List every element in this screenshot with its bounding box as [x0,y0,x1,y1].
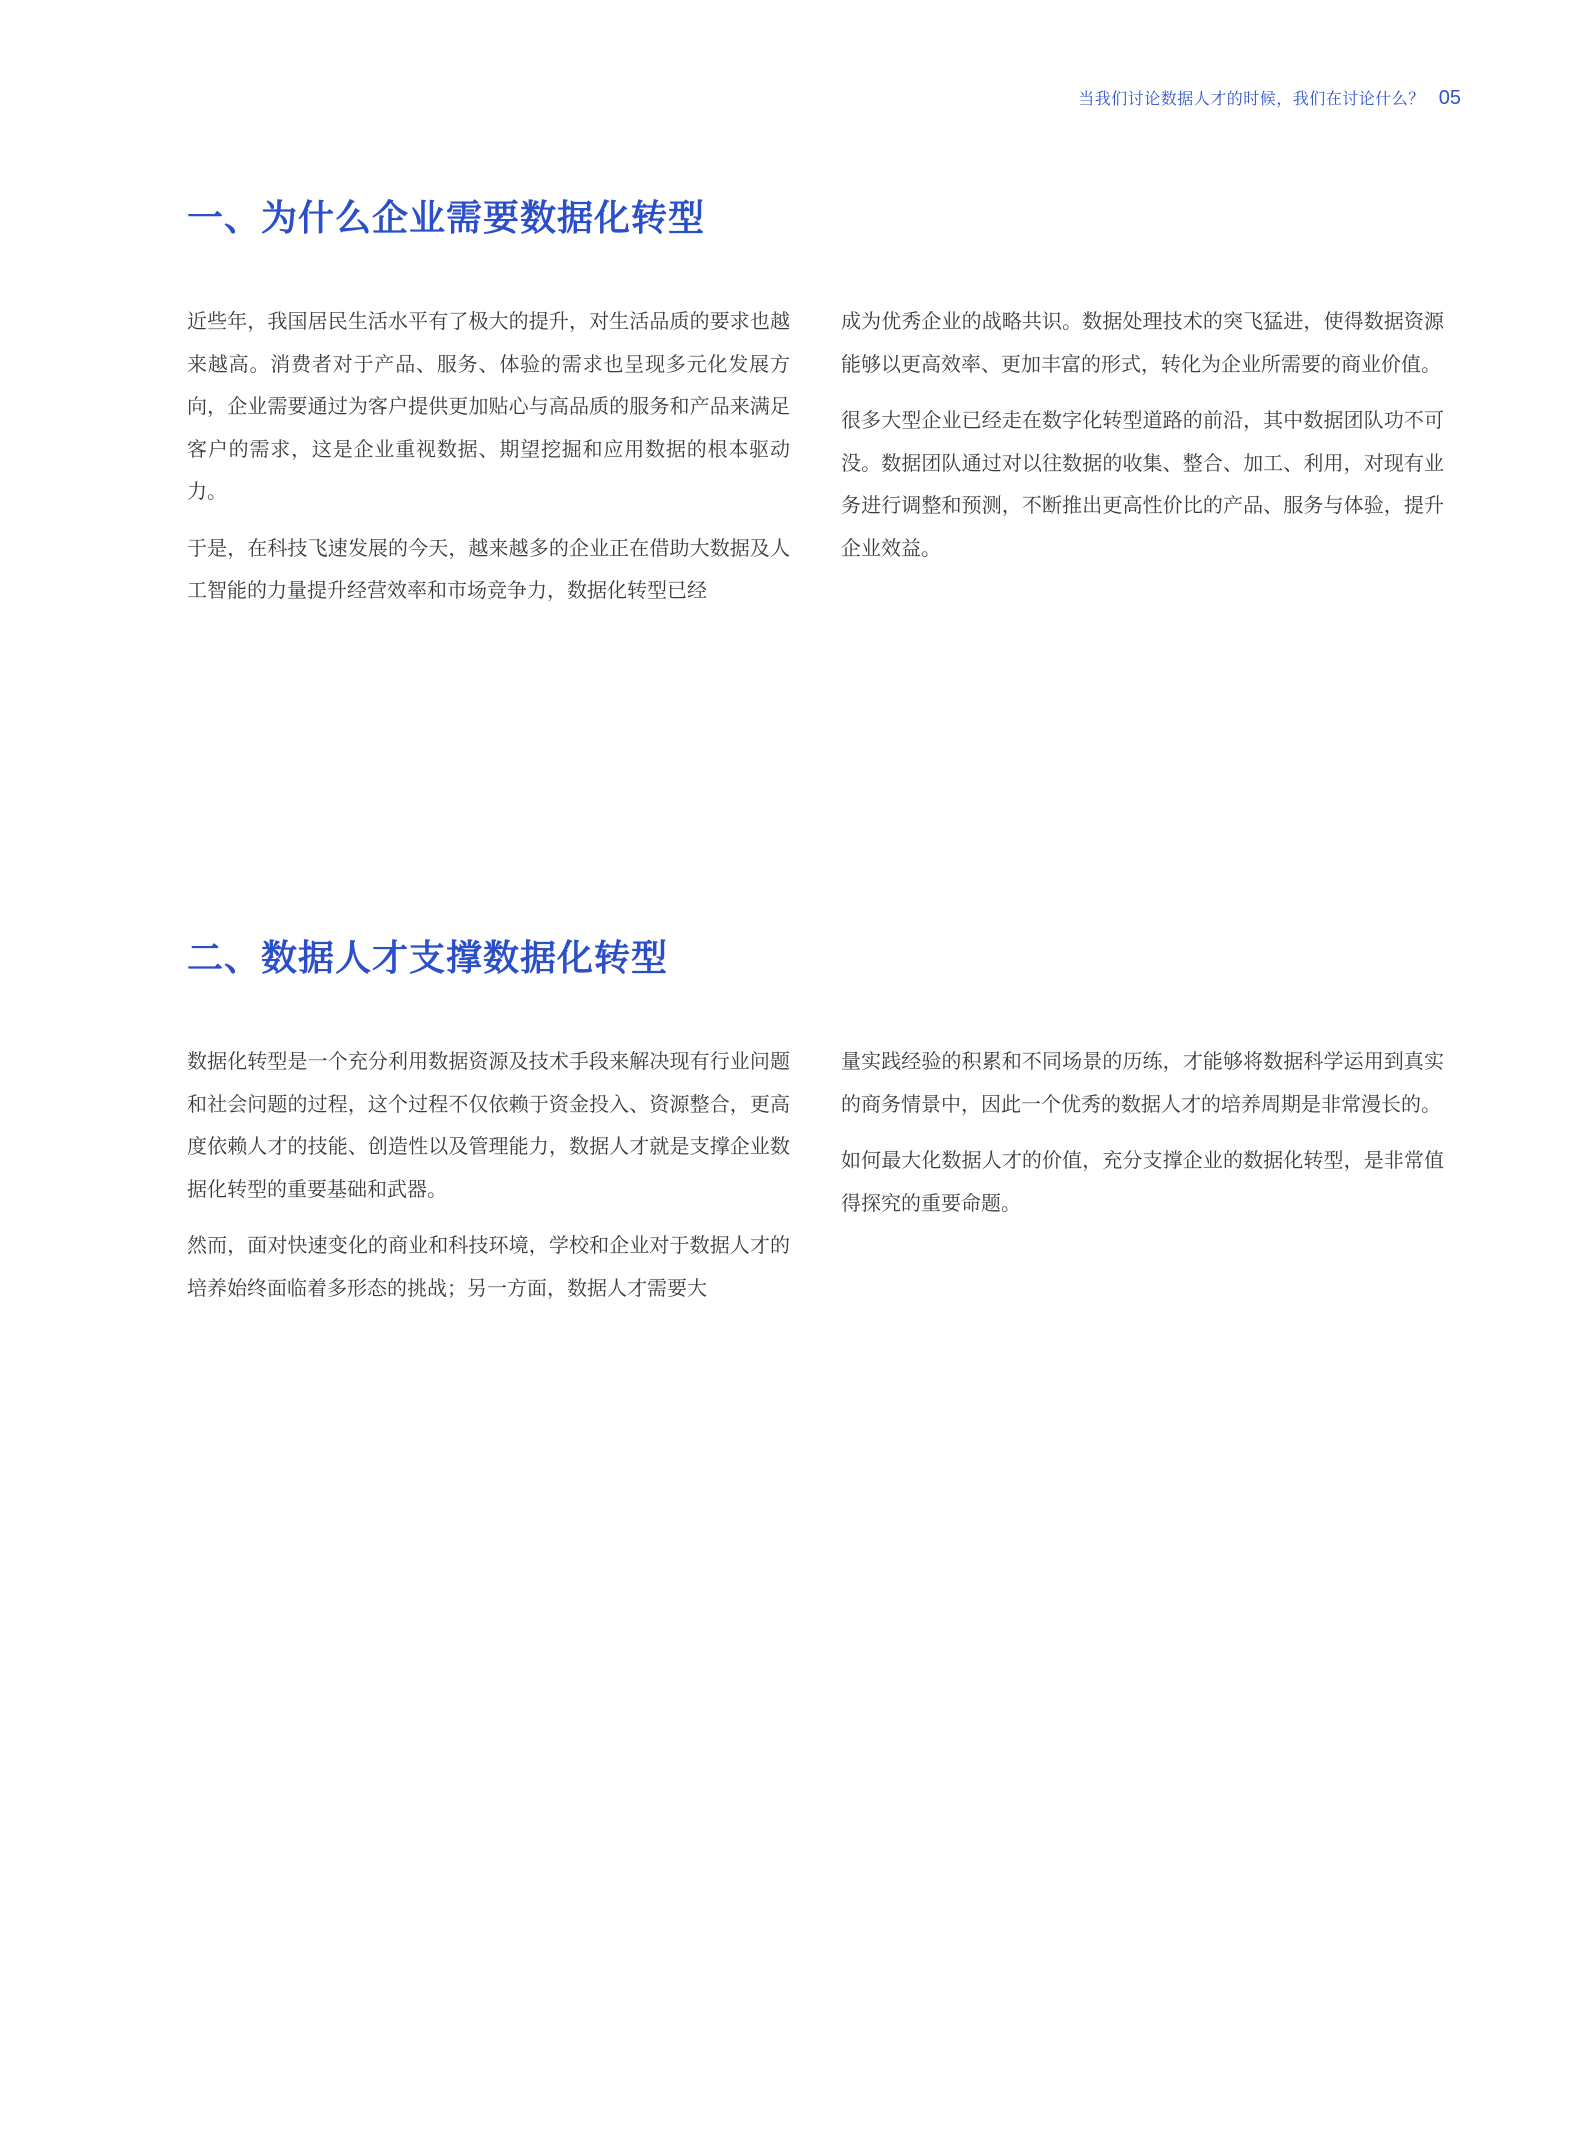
section-1-title: 一、为什么企业需要数据化转型 [187,198,706,239]
section-1-left-paragraph-1: 近些年，我国居民生活水平有了极大的提升，对生活品质的要求也越来越高。消费者对于产品、服务、体验的需求也呈现多元化发展方向，企业需要通过为客户提供更加贴心与高品质的服务和产品来满足客户的需求，这是企业重视数据、期望挖掘和应用数据的根本驱动力。 [187,309,790,503]
section-2-right-paragraph-1: 量实践经验的积累和不同场景的历练，才能够将数据科学运用到真实的商务情景中，因此一个优秀的数据人才的培养周期是非常漫长的。 [841,1049,1444,1116]
section-2-title: 二、数据人才支撑数据化转型 [187,938,669,979]
section-2-left-column [187,1040,790,1323]
section-1-left-paragraph-2: 于是，在科技飞速发展的今天，越来越多的企业正在借助大数据及人工智能的力量提升经营效率和市场竞争力，数据化转型已经 [187,535,790,602]
running-header [1078,86,1461,110]
section-2-right-paragraph-2: 如何最大化数据人才的价值，充分支撑企业的数据化转型，是非常值得探究的重要命题。 [841,1148,1444,1215]
section-1-left-column [187,300,790,626]
running-header-title: 当我们讨论数据人才的时候，我们在讨论什么？ [1078,89,1425,108]
section-2-body [187,1040,1444,1323]
section-2-right-column [841,1040,1444,1323]
section-1-right-paragraph-2: 很多大型企业已经走在数字化转型道路的前沿，其中数据团队功不可没。数据团队通过对以往数据的收集、整合、加工、利用，对现有业务进行调整和预测，不断推出更高性价比的产品、服务与体验，提升企业效益。 [841,408,1444,560]
section-1-right-column [841,300,1444,626]
section-2-left-paragraph-1: 数据化转型是一个充分利用数据资源及技术手段来解决现有行业问题和社会问题的过程，这个过程不仅依赖于资金投入、资源整合，更高度依赖人才的技能、创造性以及管理能力，数据人才就是支撑企业数据化转型的重要基础和武器。 [187,1049,790,1201]
page-number: 05 [1438,87,1461,109]
section-1-right-paragraph-1: 成为优秀企业的战略共识。数据处理技术的突飞猛进，使得数据资源能够以更高效率、更加丰富的形式，转化为企业所需要的商业价值。 [841,309,1444,376]
section-1-body [187,300,1444,626]
section-2-left-paragraph-2: 然而，面对快速变化的商业和科技环境，学校和企业对于数据人才的培养始终面临着多形态的挑战；另一方面，数据人才需要大 [187,1233,790,1300]
